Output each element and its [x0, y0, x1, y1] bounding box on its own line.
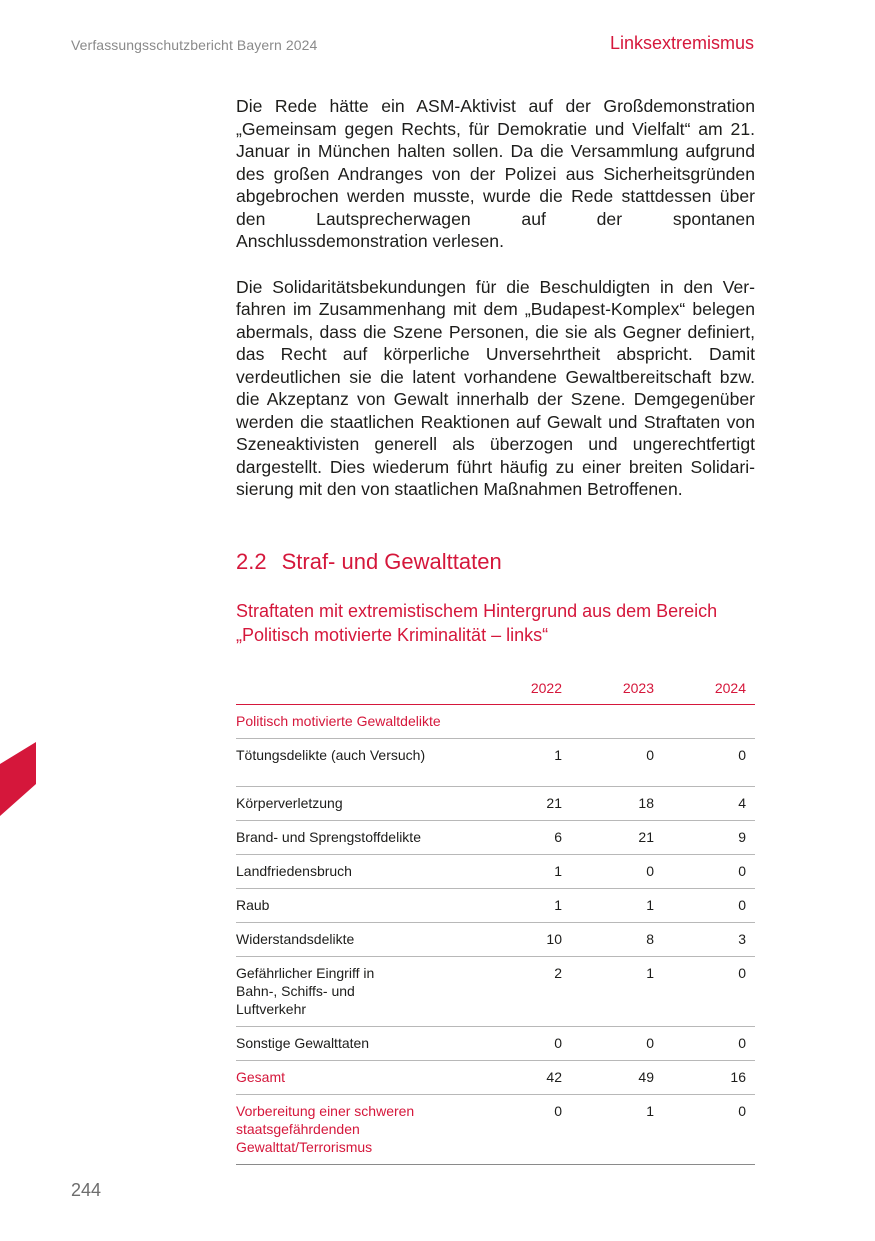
row-label: Landfriedensbruch: [236, 855, 479, 889]
value-2024: 0: [663, 1027, 755, 1061]
section-number: 2.2: [236, 549, 267, 574]
value-2024: 4: [663, 787, 755, 821]
year-2023-header: 2023: [571, 676, 663, 705]
table-row: [236, 739, 755, 787]
value-2024: 0: [663, 739, 755, 787]
table-row: [236, 821, 755, 855]
terror-2024: 0: [663, 1095, 755, 1165]
row-label: Körperverletzung: [236, 787, 479, 821]
value-2022: 6: [479, 821, 571, 855]
section-heading: [236, 549, 502, 575]
header-publication: Verfassungsschutzbericht Bayern 2024: [71, 37, 318, 53]
terror-2023: 1: [571, 1095, 663, 1165]
table-row: [236, 787, 755, 821]
year-2024-header: 2024: [663, 676, 755, 705]
margin-decoration: [0, 742, 36, 816]
value-2024: 0: [663, 889, 755, 923]
table-row: [236, 1027, 755, 1061]
table-row: [236, 957, 755, 1027]
value-2022: 21: [479, 787, 571, 821]
category-label: Politisch motivierte Gewaltdelikte: [236, 705, 755, 739]
header-label-cell: [236, 676, 479, 705]
value-2024: 0: [663, 957, 755, 1027]
total-row: [236, 1061, 755, 1095]
page-number: 244: [71, 1180, 102, 1200]
value-2023: 0: [571, 739, 663, 787]
value-2024: 9: [663, 821, 755, 855]
row-label: Widerstandsdelikte: [236, 923, 479, 957]
total-label: Gesamt: [236, 1061, 479, 1095]
value-2024: 3: [663, 923, 755, 957]
category-row: [236, 705, 755, 739]
value-2024: 0: [663, 855, 755, 889]
value-2023: 1: [571, 957, 663, 1027]
value-2022: 0: [479, 1027, 571, 1061]
row-label: Sonstige Gewalttaten: [236, 1027, 479, 1061]
table-header-row: [236, 676, 755, 705]
value-2022: 2: [479, 957, 571, 1027]
value-2022: 1: [479, 889, 571, 923]
section-title: Straf- und Gewalttaten: [281, 549, 502, 574]
value-2022: 1: [479, 739, 571, 787]
row-label: Brand- und Sprengstoffdelikte: [236, 821, 479, 855]
value-2023: 21: [571, 821, 663, 855]
row-label: Gefährlicher Eingriff in Bahn-, Schiffs- und Luftverkehr: [236, 957, 479, 1027]
paragraph-1: Die Rede hätte ein ASM-Aktivist auf der Großdemonstration „Gemeinsam gegen Rechts, für Demokratie und Vielfalt“ am 21. Januar in München halten sollen. Da die Versammlung aufgrund des großen Andranges von der Polizei aus Sicherheitsgründen abgebrochen werden musste, wurde die Rede stattdessen über den Lautsprecherwagen auf der spontanen Anschlussdemonstration verlesen.: [236, 96, 755, 251]
terror-row: [236, 1095, 755, 1165]
value-2023: 18: [571, 787, 663, 821]
table-row: [236, 923, 755, 957]
value-2023: 0: [571, 1027, 663, 1061]
value-2023: 1: [571, 889, 663, 923]
value-2022: 1: [479, 855, 571, 889]
statistics-table: [236, 676, 755, 1165]
total-2023: 49: [571, 1061, 663, 1095]
value-2022: 10: [479, 923, 571, 957]
row-label: Tötungsdelikte (auch Versuch): [236, 739, 479, 787]
table-row: [236, 889, 755, 923]
year-2022-header: 2022: [479, 676, 571, 705]
row-label: Raub: [236, 889, 479, 923]
total-2022: 42: [479, 1061, 571, 1095]
table-title: Straftaten mit extremistischem Hintergrund aus dem Bereich „Politisch motivierte Kriminalität – links“: [236, 601, 718, 645]
total-2024: 16: [663, 1061, 755, 1095]
table-row: [236, 855, 755, 889]
body-text: [236, 95, 755, 501]
terror-2022: 0: [479, 1095, 571, 1165]
value-2023: 8: [571, 923, 663, 957]
header-chapter: Linksextremismus: [609, 33, 754, 53]
terror-label: Vorbereitung einer schweren staatsgefährdenden Gewalttat/Terrorismus: [236, 1095, 479, 1165]
paragraph-2: Die Solidaritätsbekundungen für die Beschuldigten in den Verfahren im Zusammenhang mit dem „Budapest-Komplex“ belegen abermals, dass die Szene Personen, die sie als Gegner definiert, das Recht auf körperliche Unversehrtheit abspricht. Damit verdeutlichen sie die latent vorhandene Gewaltbereitschaft bzw. die Akzeptanz von Gewalt innerhalb der Szene. Demgegenüber werden die staatlichen Reaktionen auf Gewalt und Straftaten von Szeneaktivisten generell als überzogen und ungerechtfertigt dargestellt. Dies wiederum führt häufig zu einer breiten Solidarisierung mit den von staatlichen Maßnahmen Betroffenen.: [236, 276, 755, 499]
value-2023: 0: [571, 855, 663, 889]
